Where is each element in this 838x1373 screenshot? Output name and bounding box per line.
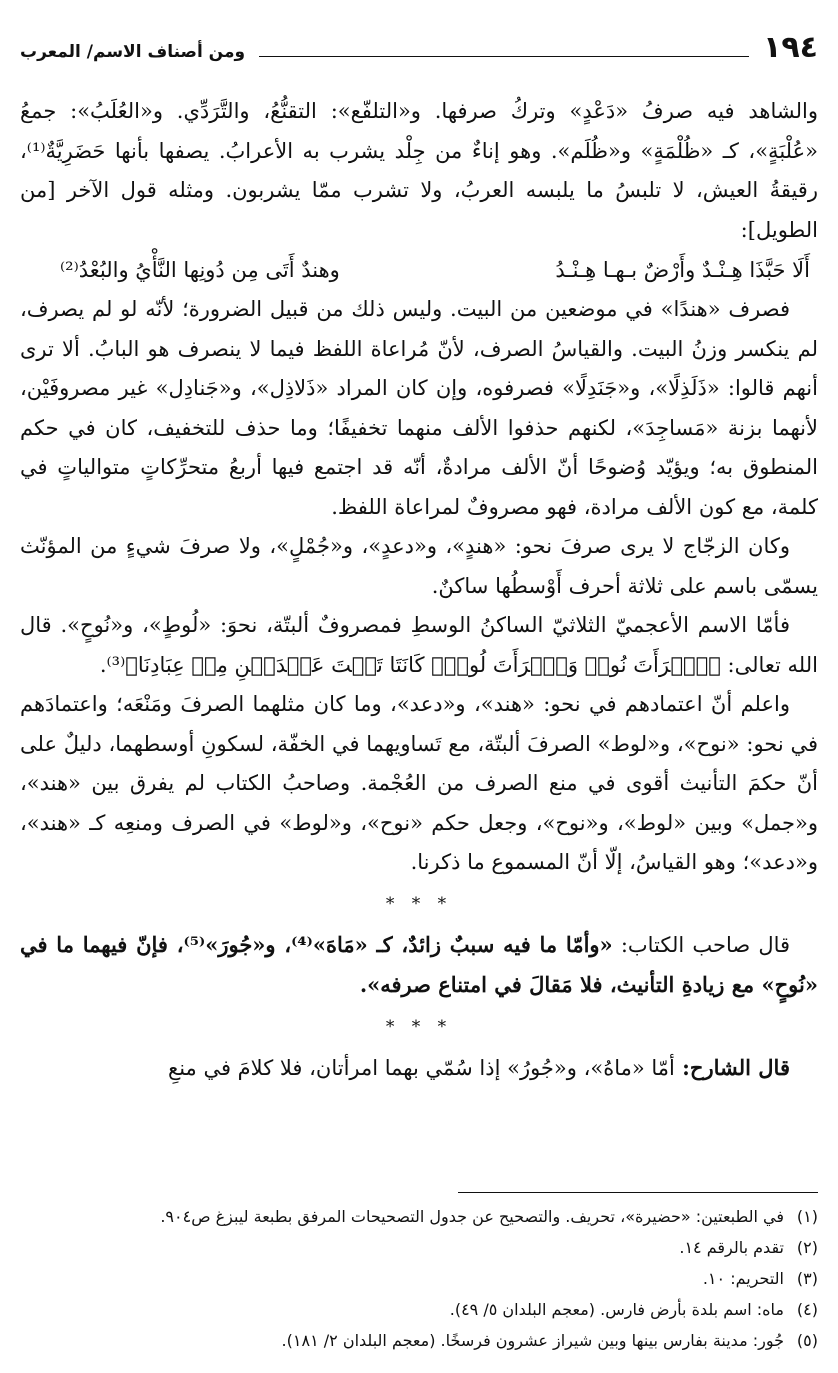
footnote-item [20,1232,818,1263]
footnote-item [20,1294,818,1325]
section-separator-2: * * * [385,1016,453,1037]
footnote-number: (٣) [796,1269,818,1288]
quote-text: «وأمّا ما فيه سببٌ زائدٌ، كـ «مَاهَ»⁽⁴⁾، و«جُورَ»⁽⁵⁾، فإنّ فيهما ما في «نُوحٍ» مع زيادةِ التأنيث، فلا مَقالَ في امتناع صرفه». [20,931,818,997]
quote-lead: قال صاحب الكتاب: [612,932,791,957]
main-text [20,92,818,1088]
page-number: ١٩٤ [763,30,818,65]
book-page [20,30,818,1360]
header-rule [259,56,749,57]
footnote-item [20,1201,818,1232]
running-title: ومن أصناف الاسم/ المعرب [20,42,246,62]
footnote-text: في الطبعتين: «حضيرة»، تحريف. والتصحيح عن جدول التصحيحات المرفق بطبعة ليبزغ ص٩٠٤. [160,1207,784,1226]
quote-paragraph [20,925,818,1006]
paragraph-1: والشاهد فيه صرفُ «دَعْدٍ» وتركُ صرفها. و«التلفّع»: التقنُّعُ، والتَّرَدِّي. و«العُلَبُ»: جمعُ «عُلْبَةٍ»، كـ «ظُلْمَةٍ» و«ظُلَم». وهو إناءٌ من جِلْد يشرب به الأعرابُ. يصفها بأنها حَضَرِيَّةٌ⁽¹⁾، رقيقةُ العيش، لا تلبسُ ما يلبسه العربُ، ولا تشرب ممّا يشربون. ومثله قول الآخر [من الطويل]: [20,99,818,242]
footnote-text: تقدم بالرقم ١٤. [679,1238,784,1257]
verse-second-hemistich: وهندٌ أَتَى مِن دُونِها النَّأْيُ والبُعْدُ⁽²⁾ [60,258,340,282]
poetry-verse [20,250,818,290]
paragraph-5: واعلم أنّ اعتمادهم في نحو: «هند»، و«دعد»، وما كان مثلهما الصرفَ ومَنْعَه؛ واعتمادَهم في نحو: «نوح»، و«لوط» الصرفَ ألبتّة، مع تَساويهما في الخفّة، لسكونِ أوسطهما، دليلٌ على أنّ حكمَ التأنيث أقوى في منع الصرف من العُجْمة. وصاحبُ الكتاب لم يفرق بين «هند»، و«جمل» وبين «لوط»، و«نوح»، وجعل حكم «نوح»، و«لوط» في الصرف ومنعِه كـ «هند»، و«دعد»؛ وهو القياسُ، إلّا أنّ المسموع ما ذكرنا. [20,692,818,874]
footnote-item [20,1263,818,1294]
footnote-number: (٤) [796,1300,818,1319]
paragraph-2: فصرف «هندًا» في موضعين من البيت. وليس ذلك من قبيل الضرورة؛ لأنّه لو لم يصرف، لم ينكسر وزنُ البيت. والقياسُ الصرف، لأنّ مُراعاة اللفظ فيما لا ينصرف هو البابُ. ألا ترى أنهم قالوا: «ذَلَذِلًا»، و«جَنَدِلًا» فصرفوه، وإن كان المراد «ذَلاذِل»، و«جَنادِل» غير مصروفَيْن، لأنهما بزنة «مَساجِدَ»، لكنهم حذفوا الألف منهما تخفيفًا؛ وما حذف للتخفيف، كان في حكم المنطوق به؛ ويؤيّد وُضوحًا أنّ الألف مرادةٌ، أنّه قد اجتمع فيها أربعُ متحرِّكاتٍ متوالياتٍ في كلمة، مع كون الألف مرادة، فهو مصروفٌ لمراعاة اللفظ. [20,297,818,519]
commentary-paragraph [20,1048,818,1089]
paragraph-4: فأمّا الاسم الأعجميّ الثلاثيّ الساكنُ الوسطِ فمصروفٌ ألبتّة، نحوَ: «لُوطٍ»، و«نُوحٍ». قال الله تعالى: ﴿ٱمۡرَأَتَ نُوحٖ وَٱمۡرَأَتَ لُوطٖۖ كَانَتَا تَحۡتَ عَبۡدَيۡنِ مِنۡ عِبَادِنَا﴾⁽³⁾. [20,613,818,677]
footnote-text: جُور: مدينة بفارس بينها وبين شيراز عشرون فرسخًا. (معجم البلدان ٢/ ١٨١). [281,1331,784,1350]
footnote-text: ماه: اسم بلدة بأرض فارس. (معجم البلدان ٥/ ٤٩). [449,1300,784,1319]
footnotes [20,1170,818,1356]
footnote-number: (١) [796,1207,818,1226]
verse-first-hemistich: أَلَا حَبَّذَا هِـنْـدٌ وأَرْضٌ بـهـا هِـنْـدُ [555,258,810,282]
commentary-text: أمّا «ماهُ»، و«جُورُ» إذا سُمّي بهما امرأتان، فلا كلامَ في منعِ [168,1055,675,1080]
footnote-item [20,1325,818,1356]
footnote-number: (٥) [796,1331,818,1350]
footnote-text: التحريم: ١٠. [702,1269,784,1288]
footnote-rule [458,1192,818,1193]
page-header [20,30,818,74]
paragraph-3: وكان الزجّاج لا يرى صرفَ نحو: «هندٍ»، و«دعدٍ»، و«جُمْلٍ»، ولا صرفَ شيءٍ من المؤنّث يسمّى باسم على ثلاثة أحرف أَوْسطُها ساكنٌ. [20,534,818,598]
section-separator: * * * [385,893,453,914]
commentary-lead: قال الشارح: [674,1054,790,1080]
footnote-number: (٢) [796,1238,818,1257]
